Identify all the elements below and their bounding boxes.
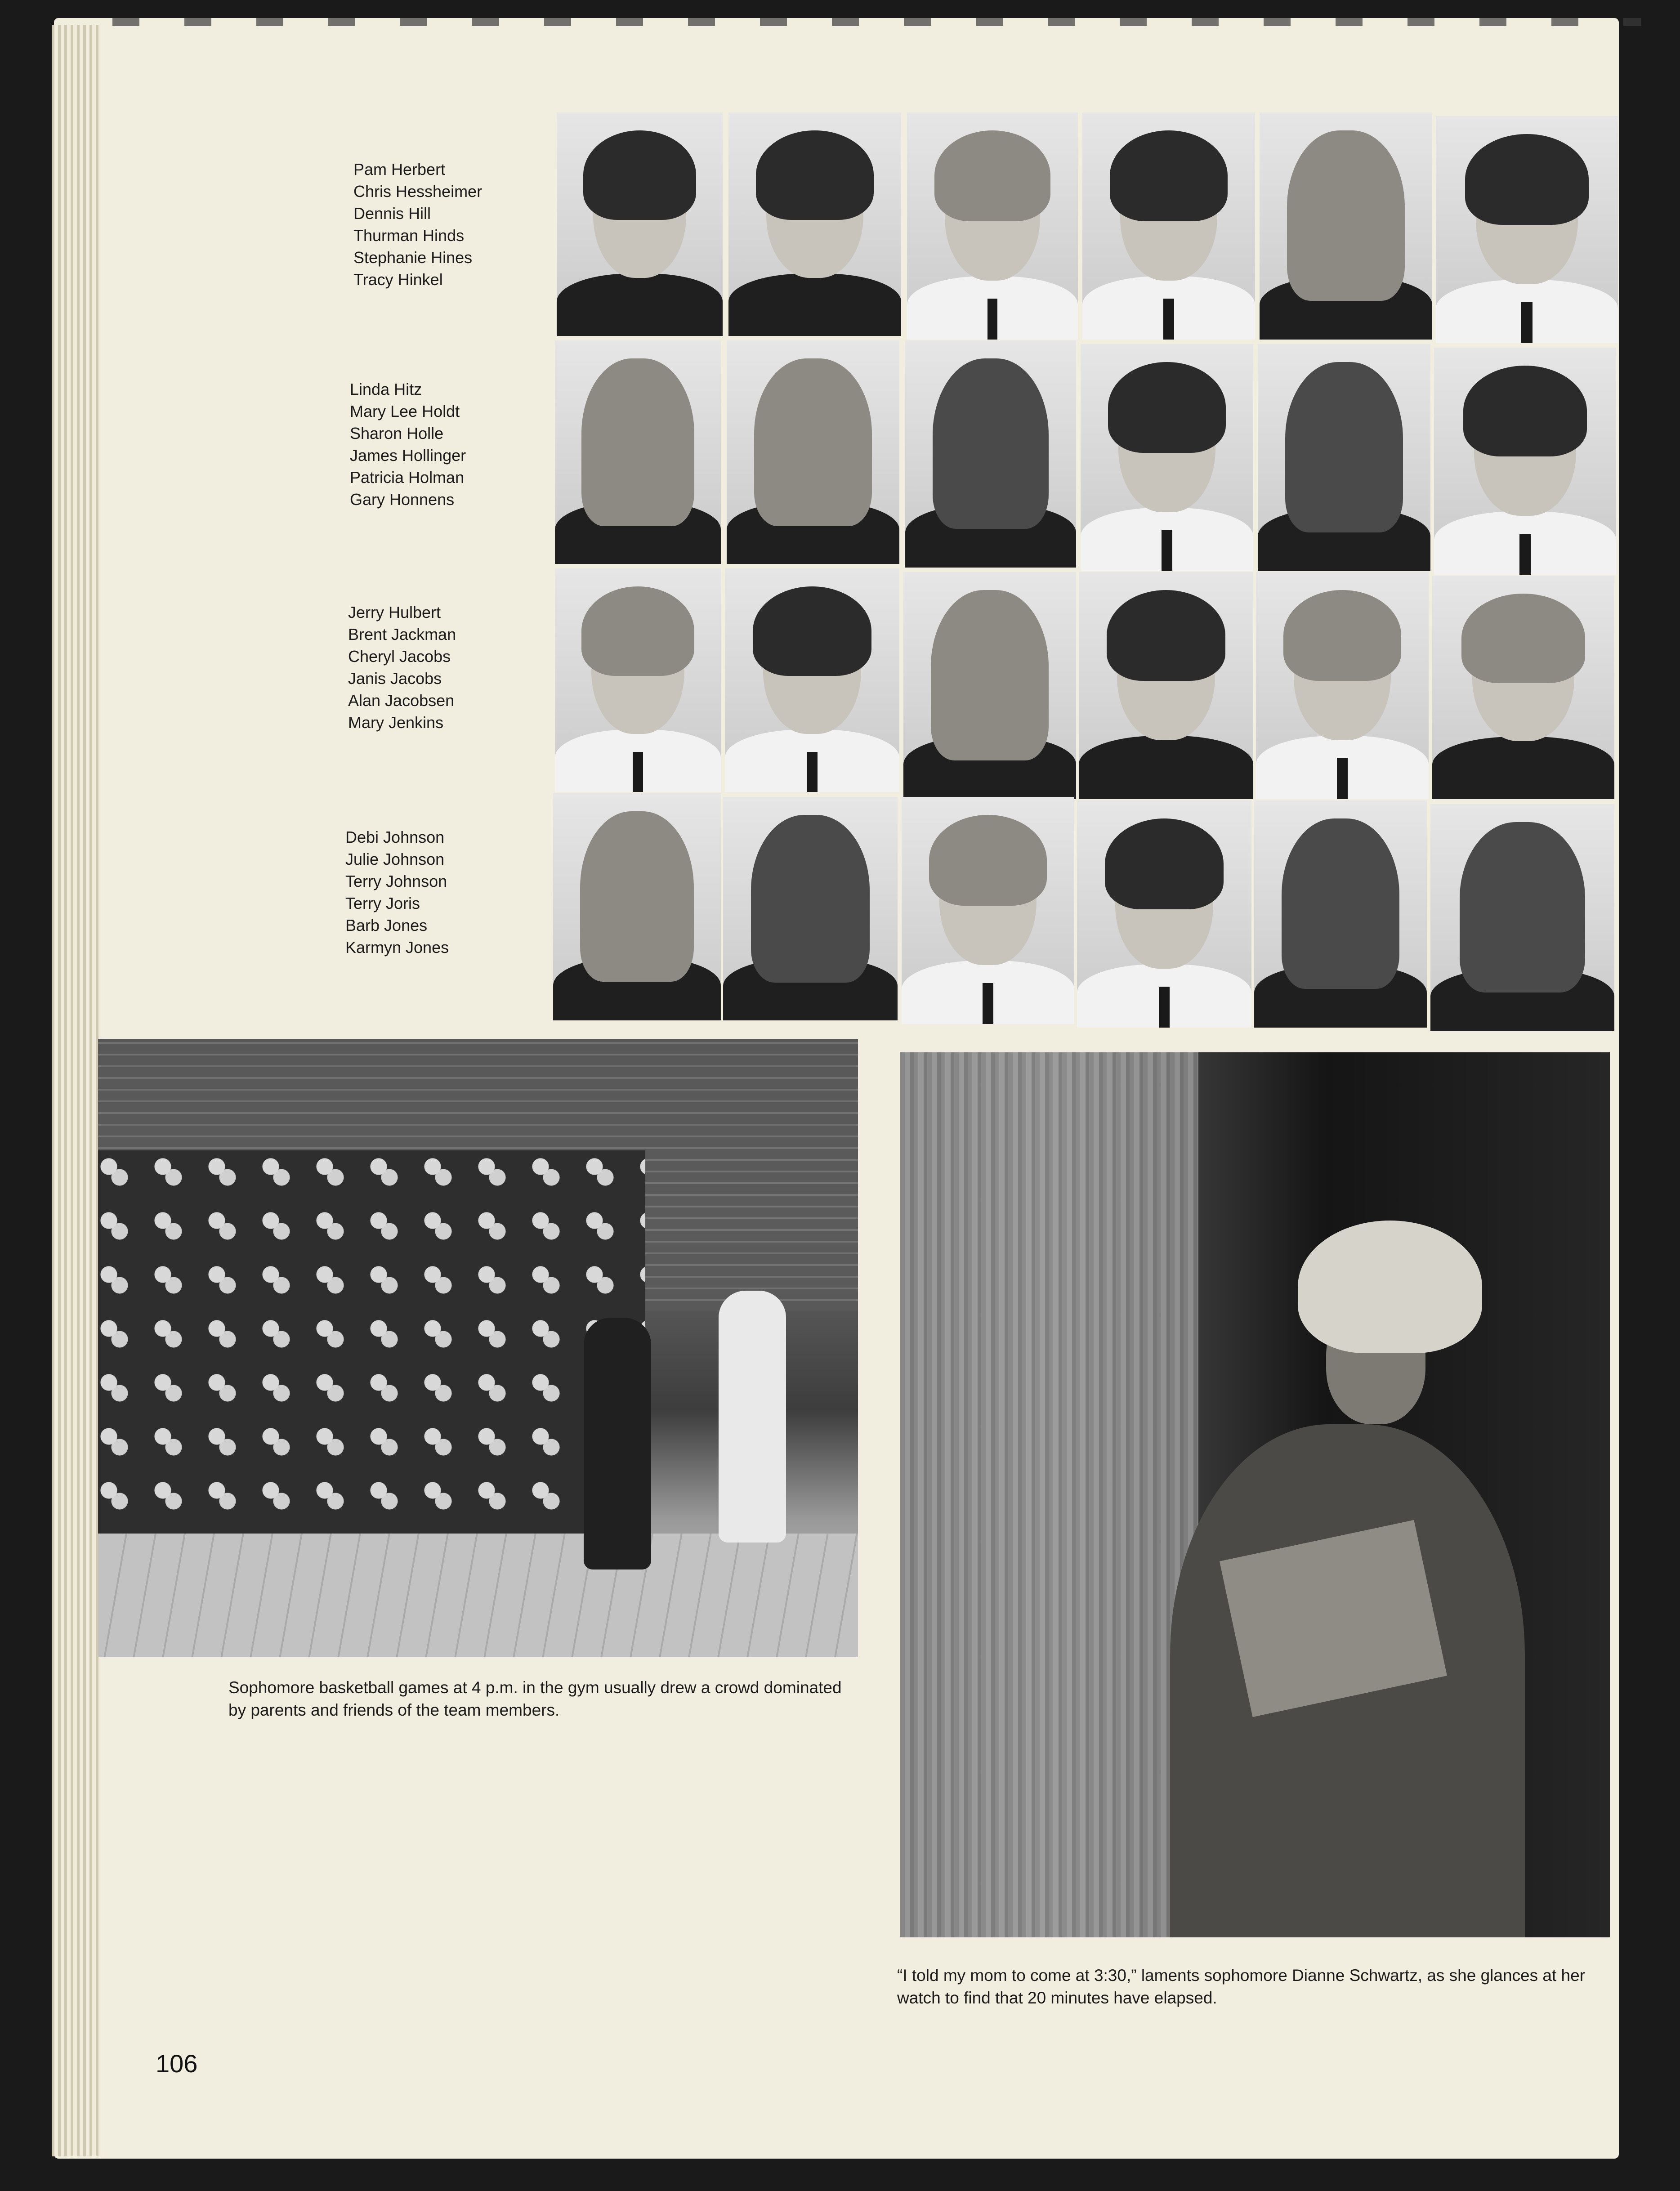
portrait-photo [1436,116,1618,343]
portrait-name: Sharon Holle [350,424,444,443]
portrait-name: Debi Johnson [345,828,445,846]
portrait-name: Barb Jones [345,916,428,935]
page-number: 106 [156,2049,198,2078]
waiting-photo-caption: “I told my mom to come at 3:30,” laments sophomore Dianne Schwartz, as she glances at her watch to find that 20 minutes have elapsed. [897,1966,1586,2007]
portrait-name: Jerry Hulbert [348,603,441,622]
portrait-photo [727,340,899,564]
portrait-name: Chris Hessheimer [353,182,483,201]
portrait-photo [1079,572,1253,799]
portrait-name: Patricia Holman [350,468,465,487]
portrait-photo [725,568,899,792]
portrait-photo [1077,800,1251,1028]
portrait-photo [1258,344,1430,571]
portrait-names-row-1 [353,158,482,291]
portrait-photo [728,112,901,336]
portrait-name: Cheryl Jacobs [348,647,451,666]
page-binding-edge [52,25,101,2156]
portrait-name: Brent Jackman [348,625,456,644]
portrait-photo [1081,344,1253,571]
portrait-name: Janis Jacobs [348,669,442,688]
portrait-name: Terry Joris [345,894,420,912]
portrait-photo [555,568,721,792]
portrait-photo [1432,576,1614,799]
portrait-name: Gary Honnens [350,490,455,509]
portrait-name: Linda Hitz [350,380,422,398]
portrait-photo [557,112,723,336]
portrait-name: Mary Jenkins [348,713,444,732]
portrait-name: Alan Jacobsen [348,691,455,710]
portrait-name: Thurman Hinds [353,226,465,245]
portrait-photo [902,797,1074,1024]
portrait-name: Tracy Hinkel [353,270,443,289]
portrait-photo [723,797,898,1020]
portrait-name: Pam Herbert [353,160,446,179]
basketball-photo-caption: Sophomore basketball games at 4 p.m. in the gym usually drew a crowd dominated by parents and friends of the team members. [228,1678,842,1719]
top-edge-marks [112,18,1641,26]
student-waiting-photo [900,1052,1610,1937]
portrait-photo [1434,348,1616,575]
portrait-photo [555,340,721,564]
portrait-name: Dennis Hill [353,204,431,223]
portrait-photo [903,572,1076,799]
portrait-names-row-3 [348,601,456,733]
portrait-photo [1254,800,1427,1028]
portrait-photo [1430,804,1614,1031]
portrait-photo [1082,112,1255,340]
portrait-name: Mary Lee Holdt [350,402,460,420]
portrait-name: Stephanie Hines [353,248,473,267]
portrait-name: Julie Johnson [345,850,445,868]
portrait-photo [907,112,1078,340]
portrait-names-row-4 [345,826,449,958]
portrait-photo [1256,572,1429,799]
portrait-photo [905,340,1076,568]
portrait-photo [1260,112,1432,340]
portrait-names-row-2 [350,378,466,510]
basketball-game-photo [98,1039,858,1657]
portrait-name: James Hollinger [350,446,466,465]
portrait-photo [553,793,721,1020]
portrait-name: Karmyn Jones [345,938,449,957]
portrait-name: Terry Johnson [345,872,447,890]
